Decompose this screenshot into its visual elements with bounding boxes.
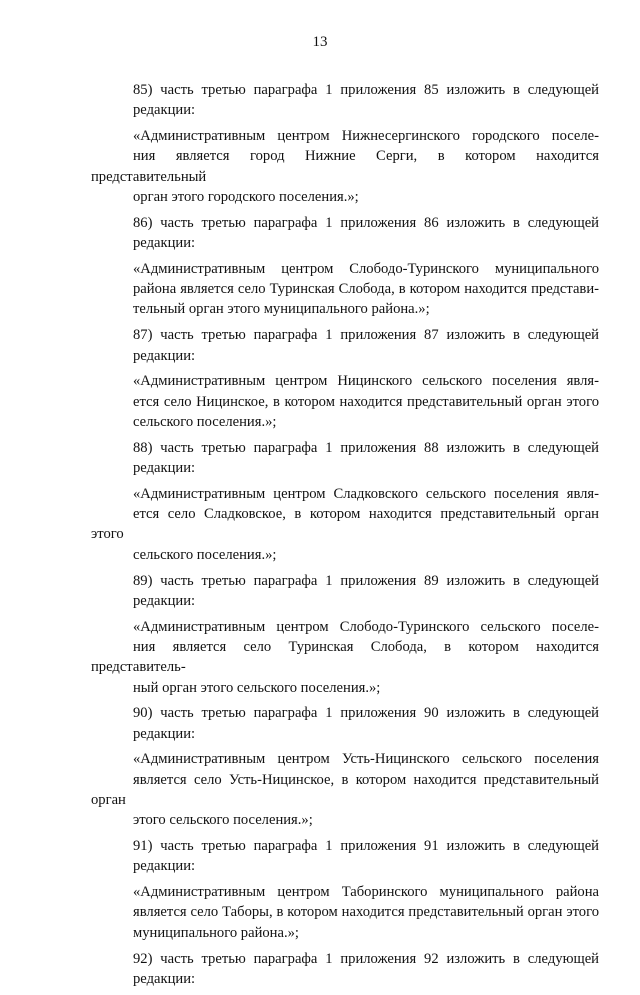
instruction-paragraph-88: [91, 438, 599, 479]
text-line: 86) часть третью параграфа 1 приложения 86 изложить в следующей: [133, 214, 599, 231]
text-line: этого сельского поселения.»;: [133, 812, 313, 829]
text-line: «Административным центром Ницинского сельского поселения явля-: [133, 373, 599, 390]
text-line: муниципального района.»;: [133, 924, 299, 941]
text-line: 88) часть третью параграфа 1 приложения 88 изложить в следующей: [133, 439, 599, 456]
quote-paragraph-91: [91, 882, 599, 943]
text-line: является село Усть-Ницинское, в котором находится представительный орган: [91, 771, 599, 808]
instruction-paragraph-87: [91, 325, 599, 366]
text-line: редакции:: [133, 970, 196, 987]
text-line: ется село Сладковское, в котором находится представительный орган этого: [91, 506, 599, 543]
quote-paragraph-90: [91, 749, 599, 830]
text-line: 91) часть третью параграфа 1 приложения 91 изложить в следующей: [133, 838, 599, 855]
text-line: 85) часть третью параграфа 1 приложения 85 изложить в следующей: [133, 82, 599, 98]
text-line: ный орган этого сельского поселения.»;: [133, 679, 381, 696]
quote-paragraph-86: [91, 259, 599, 320]
text-line: 92) часть третью параграфа 1 приложения 92 изложить в следующей: [133, 950, 599, 967]
text-line: орган этого городского поселения.»;: [133, 188, 359, 205]
text-line: «Административным центром Усть-Ницинского сельского поселения: [133, 751, 599, 768]
text-line: «Административным центром Слободо-Туринского муниципального: [133, 260, 599, 277]
page-number: 13: [312, 34, 328, 50]
document-body: [91, 80, 599, 995]
text-line: тельный орган этого муниципального района.»;: [133, 301, 430, 318]
text-line: редакции:: [133, 725, 196, 742]
text-line: района является село Туринская Слобода, в котором находится представи-: [133, 281, 599, 298]
text-line: редакции:: [133, 460, 196, 477]
text-line: редакции:: [133, 347, 196, 364]
text-line: является село Таборы, в котором находится представительный орган этого: [133, 904, 599, 921]
text-line: сельского поселения.»;: [133, 413, 277, 430]
instruction-paragraph-90: [91, 703, 599, 744]
text-line: редакции:: [133, 592, 196, 609]
text-line: 87) часть третью параграфа 1 приложения 87 изложить в следующей: [133, 327, 599, 344]
text-line: «Административным центром Слободо-Туринского сельского поселе-: [133, 618, 599, 635]
text-line: редакции:: [133, 235, 196, 252]
instruction-paragraph-91: [91, 836, 599, 877]
quote-paragraph-87: [91, 371, 599, 432]
quote-paragraph-88: [91, 484, 599, 565]
instruction-paragraph-85: [91, 80, 599, 121]
text-line: «Административным центром Таборинского муниципального района: [133, 884, 599, 901]
text-line: ния является село Туринская Слобода, в котором находится представитель-: [91, 638, 599, 676]
instruction-paragraph-86: [91, 213, 599, 254]
instruction-paragraph-92: [91, 949, 599, 990]
text-line: редакции:: [133, 858, 196, 875]
text-line: ется село Ницинское, в котором находится представительный орган этого: [133, 393, 599, 410]
text-line: редакции:: [133, 102, 196, 119]
text-line: 89) часть третью параграфа 1 приложения 89 изложить в следующей: [133, 572, 599, 589]
quote-paragraph-85: [91, 126, 599, 207]
text-line: «Административным центром Нижнесергинского городского поселе-: [133, 128, 599, 145]
text-line: сельского поселения.»;: [133, 546, 277, 563]
instruction-paragraph-89: [91, 571, 599, 612]
quote-paragraph-89: [91, 617, 599, 698]
text-line: ния является город Нижние Серги, в котором находится представительный: [91, 148, 599, 185]
text-line: 90) часть третью параграфа 1 приложения 90 изложить в следующей: [133, 705, 599, 722]
text-line: «Административным центром Сладковского сельского поселения явля-: [133, 485, 599, 502]
